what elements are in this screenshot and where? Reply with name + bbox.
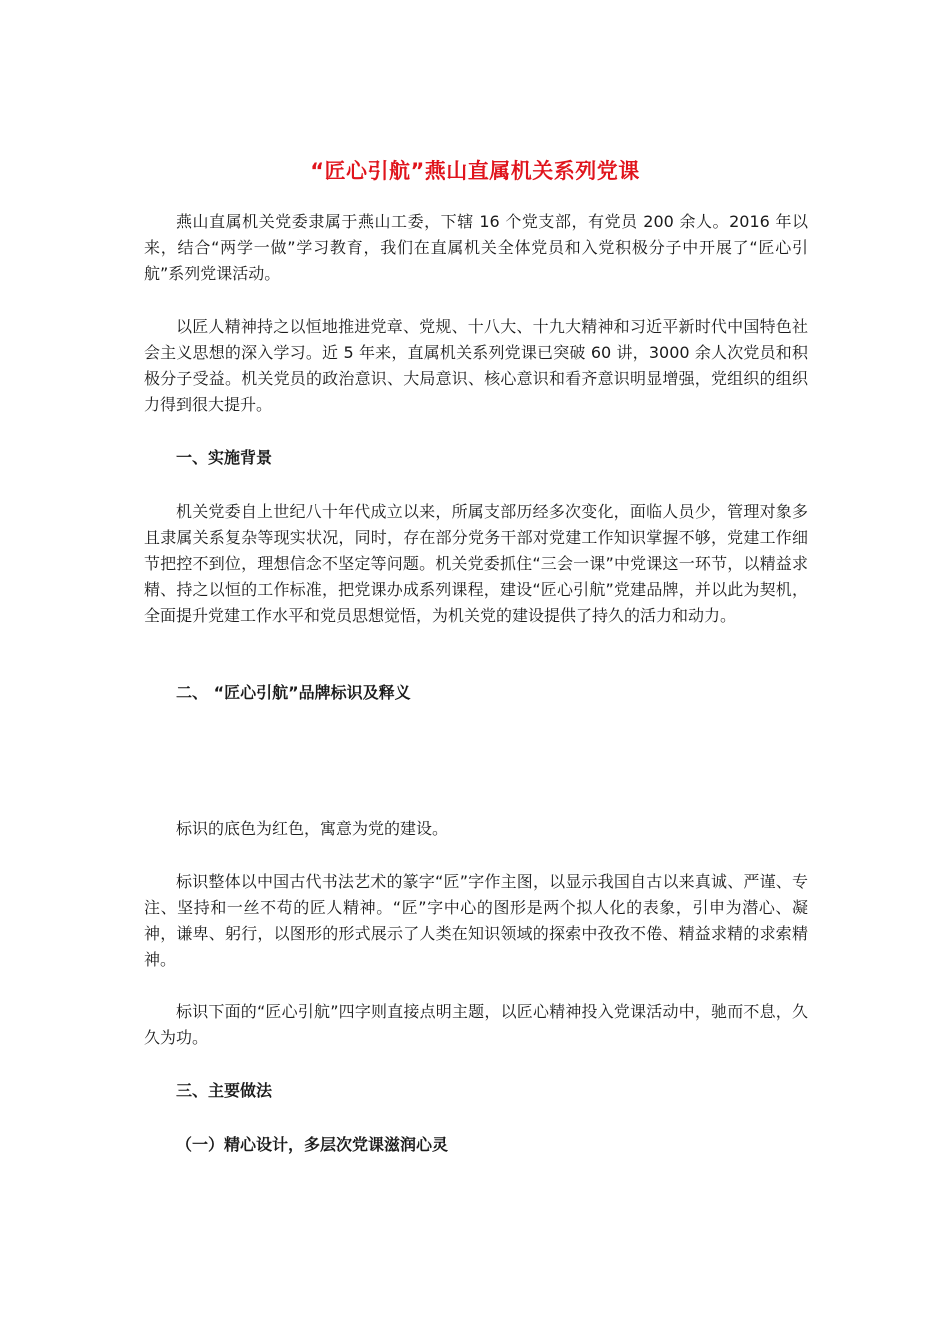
heading-background: 一、实施背景 bbox=[176, 448, 273, 467]
heading-brand-logo: 二、 “匠心引航”品牌标识及释义 bbox=[176, 683, 411, 702]
subheading-design: （一）精心设计，多层次党课滋润心灵 bbox=[176, 1135, 449, 1154]
paragraph-intro: 燕山直属机关党委隶属于燕山工委，下辖 16 个党支部，有党员 200 余人。2016 年以来，结合“两学一做”学习教育，我们在直属机关全体党员和入党积极分子中开展了“匠心引航”系列党课活动。 bbox=[144, 212, 808, 283]
heading-main-practices: 三、主要做法 bbox=[176, 1081, 273, 1100]
paragraph-logo-color: 标识的底色为红色，寓意为党的建设。 bbox=[176, 819, 449, 838]
document-title: “匠心引航”燕山直属机关系列党课 bbox=[310, 159, 640, 184]
paragraph-logo-design: 标识整体以中国古代书法艺术的篆字“匠”字作主图，以显示我国自古以来真诚、严谨、专注、坚持和一丝不苟的匠人精神。“匠”字中心的图形是两个拟人化的表象，引申为潜心、凝神，谦卑、躬行，以图形的形式展示了人类在知识领域的探索中孜孜不倦、精益求精的求索精神。 bbox=[144, 872, 808, 969]
paragraph-logo-text: 标识下面的“匠心引航”四字则直接点明主题，以匠心精神投入党课活动中，驰而不息，久久为功。 bbox=[144, 1002, 808, 1047]
paragraph-background: 机关党委自上世纪八十年代成立以来，所属支部历经多次变化，面临人员少，管理对象多且隶属关系复杂等现实状况，同时，存在部分党务干部对党建工作知识掌握不够，党建工作细节把控不到位，理想信念不坚定等问题。机关党委抓住“三会一课”中党课这一环节，以精益求精、持之以恒的工作标准，把党课办成系列课程，建设“匠心引航”党建品牌，并以此为契机，全面提升党建工作水平和党员思想觉悟，为机关党的建设提供了持久的活力和动力。 bbox=[144, 502, 808, 625]
paragraph-achievements: 以匠人精神持之以恒地推进党章、党规、十八大、十九大精神和习近平新时代中国特色社会主义思想的深入学习。近 5 年来，直属机关系列党课已突破 60 讲，3000 余人次党员和积极分子受益。机关党员的政治意识、大局意识、核心意识和看齐意识明显增强，党组织的组织力得到很大提升。 bbox=[144, 317, 808, 414]
